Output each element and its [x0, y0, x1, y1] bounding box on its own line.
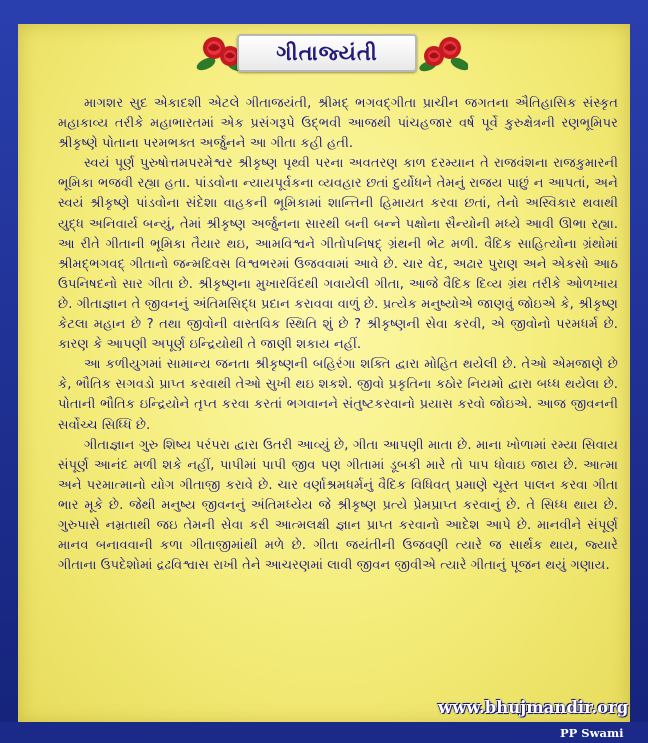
paragraph-4: ગીતાજ્ઞાન ગુરુ શિષ્ય પરંપરા દ્વારા ઉતરી આવ્યું છે, ગીતા આપણી માતા છે. માના ખોળામાં રમ્યા સિવાય સંપૂર્ણ આનંદ મળી શકે નહીં, પાપીમાં પાપી જીવ પણ ગીતામાં ડૂબકી મારે તો પાપ ધોવાઇ જાય છે. આત્મા અને પરમાત્માનો યોગ ગીતાજી કરાવે છે. ચાર વર્ણાશ્રમધર્મનું વૈદિક વિધિવત્ પ્રમાણે ચૂસ્ત પાલન કરવા ગીતા ભાર મૂકે છે. જેથી મનુષ્ય જીવનનું અંતિમધ્યેય જે શ્રીકૃષ્ણ પ્રત્યે પ્રેમપ્રાપ્ત કરવાનું છે. તે સિધ્ધ થાય છે. ગુરુપાસે નમ્રતાથી જઇ તેમની સેવા કરી આત્મલક્ષી જ્ઞાન પ્રાપ્ત કરવાનો આદેશ આપે છે. માનવીને સંપૂર્ણ માનવ બનાવવાની કળા ગીતાજીમાંથી મળે છે. ગીતા જયંતીની ઉજવણી ત્યારે જ સાર્થક થાય, જ્યારે ગીતાના ઉપદેશોમાં દ્રઢવિશ્વાસ રાખી તેને આચરણમાં લાવી જીવન જીવીએ ત્યારે ગીતાનું પૂજન થયું ગણાય. [58, 437, 618, 574]
paragraph-2: સ્વયં પૂર્ણ પુરુષોત્તમપરમેશ્વર શ્રીકૃષ્ણ પૃથ્વી પરના અવતરણ કાળ દરમ્યાન તે રાજવંશના રાજકુમારની ભૂમિકા ભજવી રહ્યા હતા. પાંડવોના ન્યાયપૂર્વકના વ્યવહાર છતાં દુર્યોધને તેમનું રાજય પાછું ન આપતાં, અને સ્વયં શ્રીકૃષ્ણે પાંડવોના સંદેશા વાહકની ભૂમિકામાં શાન્તિની હિમાયત કરવા છતાં, તેનો અસ્વિકાર થવાથી યુદ્ધ અનિવાર્ય બન્યું, તેમાં શ્રીકૃષ્ણ અર્જુનના સારથી બની બન્ને પક્ષોના સૈન્યોની મધ્યે આવી ઊભા રહ્યા. આ રીતે ગીતાની ભૂમિકા તૈયાર થઇ, આમવિશ્વને ગીતોપનિષદ્ ગ્રંથની ભેટ મળી. વૈદિક સાહિત્યોના ગ્રંથોમાં શ્રીમદ્ભગવદ્ ગીતાનો જન્મદિવસ વિશ્વભરમાં ઉજવવામાં આવે છે. ચાર વેદ, અઢાર પુરાણ અને એકસો આઠ ઉપનિષદનો સાર ગીતા છે. શ્રીકૃષ્ણના મુખારવિંદથી ગવાયેલી ગીતા, આજે વૈદિક દિવ્ય ગ્રંથ તરીકે ઓળખાય છે. ગીતાજ્ઞાન તે જીવનનું અંતિમસિદ્ધ પ્રદાન કરાવવા વાળું છે. પ્રત્યેક મનુષ્યોએ જાણવું જોઇએ કે, શ્રીકૃષ્ણ કેટલા મહાન છે ? તથા જીવોની વાસ્તવિક સ્થિતિ શું છે ? શ્રીકૃષ્ણની સેવા કરવી, એ જીવોનો પરમધર્મ છે. કારણ કે આપણી અપૂર્ણ ઇન્દ્રિયોથી તે જાણી શકાય નહીં. [58, 156, 618, 353]
paragraph-3: આ કળીયુગમાં સામાન્ય જનતા શ્રીકૃષ્ણની બહિરંગા શક્તિ દ્વારા મોહિત થયેલી છે. તેઓ એમજાણે છે કે, ભૌતિક સગવડો પ્રાપ્ત કરવાથી તેઓ સુખી થઇ શકશે. જીવો પ્રકૃતિના કઠોર નિયમો દ્વારા બધ્ધ થયેલા છે. પોતાની ભૌતિક ઇન્દ્રિયોને તૃપ્ત કરવા કરતાં ભગવાનને સંતુષ્ટકરવાનો પ્રયાસ કરવો જોઇએ. આજ જીવનની સર્વોચ્ચ સિધ્ધિ છે. [58, 357, 618, 433]
article-body [58, 94, 618, 576]
website-link[interactable]: www.bhujmandir.org [438, 698, 629, 717]
paragraph-1: માગશર સુદ એકાદશી એટલે ગીતાજયંતી, શ્રીમદ્ ભગવદ્ગીતા પ્રાચીન જગતના ઐતિહાસિક સંસ્કૃત મહાકાવ્ય તરીકે મહાભારતમાં એક પ્રસંગરૂપે ઉદ્ભવી આજથી પાંચહજાર વર્ષ પૂર્વે કુરુક્ષેત્રની રણભૂમિપર શ્રીકૃષ્ણે પોતાના પરમભક્ત અર્જુનને આ ગીતા કહી હતી. [58, 96, 618, 152]
author-credit: PP Swami [560, 726, 624, 740]
footer-bar [0, 722, 648, 743]
rose-right-icon [418, 28, 468, 76]
page-title: ગીતાજ્યંતી [276, 40, 378, 65]
title-plate [237, 34, 417, 72]
